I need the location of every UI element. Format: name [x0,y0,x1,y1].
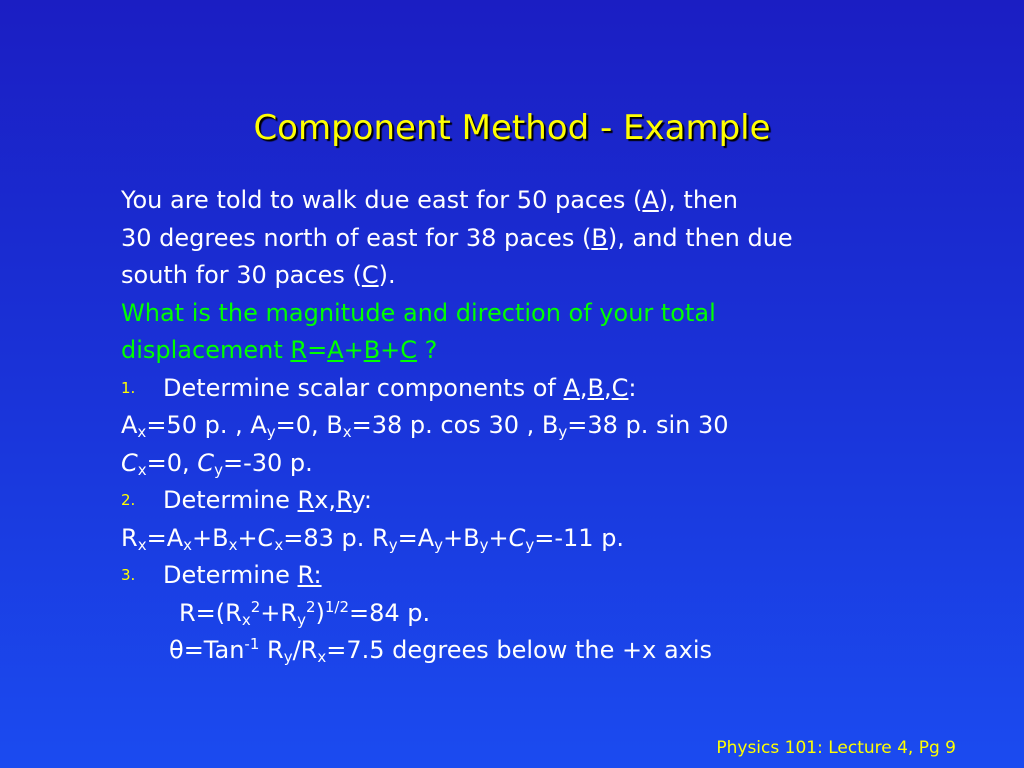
step-number: 1. [121,378,136,397]
vector-b: B [591,223,608,252]
vector-r: R [290,336,308,364]
step-1 [121,370,1001,408]
comp-text: =-30 p. [222,448,313,477]
mag-subscript: y [297,610,306,629]
angle-superscript: -1 [244,635,260,653]
step-text: : [628,373,637,402]
comp-subscript: x [137,460,147,479]
comp-text: C [197,448,215,477]
comp-text: =0, [275,411,327,439]
res-subscript: x [228,535,238,554]
res-subscript: x [137,535,147,554]
components-line-ab [121,407,1001,445]
vector-c: C [611,373,629,402]
intro-text: You are told to walk due east for 50 paces ( [121,186,643,214]
step-text: y: [351,486,372,514]
mag-subscript: x [241,610,251,629]
resultant-components [121,520,1001,558]
comp-subscript: x [342,423,352,441]
res-text: R [121,523,138,552]
mag-text: =84 p. [349,598,431,627]
comp-text: =38 p. sin 30 [567,411,729,439]
components-line-c [121,445,1001,483]
res-text: + [488,523,509,552]
question-line-2 [121,332,1001,370]
angle-formula [121,632,1001,670]
intro-text: ), then [658,186,739,214]
res-subscript: y [479,535,489,554]
question-text: displacement [121,336,291,364]
res-text: = [397,523,418,552]
vector-r: R: [297,561,322,589]
res-text: + [443,523,464,552]
intro-line-2 [121,220,1001,258]
res-text: A [417,523,435,552]
comp-text: B [326,411,343,439]
vector-c: C [400,336,418,364]
step-number: 2. [121,491,136,509]
comp-text: B [541,411,559,439]
res-text: C [257,523,275,552]
step-text: , [604,373,612,402]
comp-text: =0, [146,448,198,477]
comp-subscript: y [214,460,223,479]
res-subscript: x [274,535,284,554]
res-subscript: y [388,535,398,554]
mag-superscript: 2 [305,597,316,616]
comp-subscript: y [266,423,276,441]
step-number: 3. [121,566,136,584]
res-subscript: y [434,535,444,554]
mag-text: R=(R [179,598,242,627]
slide-body [121,182,1001,670]
res-text: C [508,523,526,552]
res-text: =-11 p. [534,523,625,552]
step-3 [121,557,1001,595]
res-text: A [166,523,184,552]
angle-text: =7.5 degrees below the +x axis [326,636,713,664]
res-text: + [192,523,213,552]
vector-a: A [327,336,344,364]
comp-subscript: x [137,423,147,441]
step-text: Determine scalar components of [163,373,564,402]
res-text: B [463,523,480,552]
angle-subscript: x [317,648,327,666]
res-subscript: y [525,535,535,554]
mag-superscript: 1/2 [324,597,350,616]
theta-symbol: θ [169,636,184,664]
question-op: = [307,336,328,364]
intro-line-3 [121,257,1001,295]
res-text: B [212,523,229,552]
intro-text: south for 30 paces ( [121,261,362,289]
step-text: , [579,373,588,402]
vector-a: A [642,186,659,214]
slide-footer: Physics 101: Lecture 4, Pg 9 [716,738,956,758]
step-text: Determine [163,486,298,514]
mag-superscript: 2 [250,597,261,616]
vector-b: B [363,336,381,364]
mag-text: +R [260,598,298,627]
comp-text: =38 p. cos 30 , [351,411,542,439]
comp-subscript: y [558,423,568,441]
step-text: Determine [163,561,298,589]
magnitude-formula [121,595,1001,633]
vector-b: B [587,373,604,402]
comp-text: A [121,411,138,439]
question-line-1: What is the magnitude and direction of your total [121,298,716,327]
intro-text: 30 degrees north of east for 38 paces ( [121,223,592,252]
mag-text: ) [315,598,325,627]
comp-text: C [121,448,138,477]
step-text: x, [314,486,337,514]
vector-a: A [563,373,580,402]
res-subscript: x [183,535,192,554]
vector-r: R [336,486,352,514]
comp-text: A [250,411,267,439]
intro-text: ), and then due [607,223,793,252]
question-op: + [343,336,364,364]
angle-text: =Tan [183,636,245,664]
intro-text: ). [378,261,396,289]
question-op: + [380,336,401,364]
angle-text: /R [292,636,318,664]
comp-text: =50 p. , [146,411,251,439]
res-text: = [146,523,167,552]
vector-r: R [297,486,315,514]
step-2 [121,482,1001,520]
res-text: + [237,523,258,552]
angle-text: R [259,636,284,664]
res-text: =83 p. [283,523,373,552]
vector-c: C [361,261,379,289]
slide-title: Component Method - Example [253,108,771,148]
question-op: ? [417,336,438,364]
angle-subscript: y [283,648,293,666]
intro-line-1 [121,182,1001,220]
res-text: R [372,523,389,552]
